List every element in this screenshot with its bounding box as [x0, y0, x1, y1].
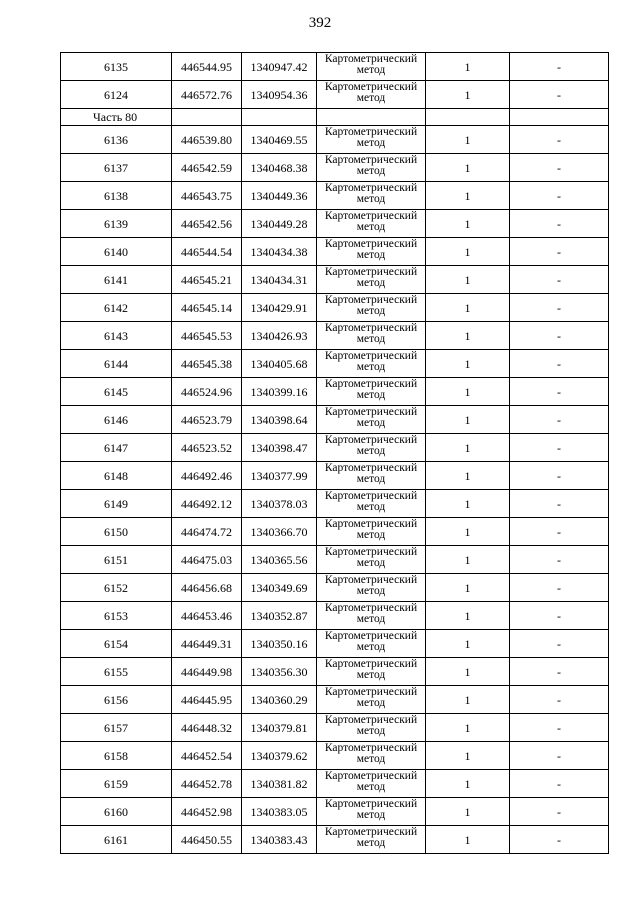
- count-cell: 1: [426, 714, 510, 742]
- x-coordinate-cell: 446523.79: [172, 406, 242, 434]
- point-id-cell: 6135: [61, 53, 172, 81]
- dash-cell: -: [510, 182, 609, 210]
- method-line-1: Картометрический: [324, 518, 418, 530]
- count-cell: 1: [426, 798, 510, 826]
- table-row: [61, 462, 609, 490]
- method-line-1: Картометрический: [324, 53, 418, 65]
- x-coordinate-cell: 446539.80: [172, 126, 242, 154]
- dash-cell: -: [510, 210, 609, 238]
- y-coordinate-cell: 1340366.70: [242, 518, 317, 546]
- dash-cell: -: [510, 434, 609, 462]
- method-cell: [317, 238, 426, 266]
- y-coordinate-cell: 1340365.56: [242, 546, 317, 574]
- method-line-2: метод: [356, 249, 386, 261]
- point-id-cell: 6150: [61, 518, 172, 546]
- y-coordinate-cell: 1340947.42: [242, 53, 317, 81]
- page-number: 392: [308, 15, 332, 31]
- method-line-1: Картометрический: [324, 434, 418, 446]
- x-coordinate-cell: 446452.98: [172, 798, 242, 826]
- dash-cell: -: [510, 686, 609, 714]
- y-coordinate-cell: 1340398.64: [242, 406, 317, 434]
- x-coordinate-cell: 446492.12: [172, 490, 242, 518]
- method-line-2: метод: [356, 697, 386, 709]
- point-id-cell: 6151: [61, 546, 172, 574]
- count-cell: 1: [426, 81, 510, 109]
- method-line-2: метод: [356, 669, 386, 681]
- count-cell: 1: [426, 210, 510, 238]
- count-cell: 1: [426, 182, 510, 210]
- y-coordinate-cell: 1340379.81: [242, 714, 317, 742]
- point-id-cell: 6148: [61, 462, 172, 490]
- dash-cell: -: [510, 826, 609, 854]
- count-cell: 1: [426, 518, 510, 546]
- method-cell: [317, 546, 426, 574]
- method-cell: [317, 126, 426, 154]
- y-coordinate-cell: 1340350.16: [242, 630, 317, 658]
- x-coordinate-cell: 446452.78: [172, 770, 242, 798]
- method-cell: [317, 406, 426, 434]
- method-line-1: Картометрический: [324, 182, 418, 194]
- y-coordinate-cell: 1340378.03: [242, 490, 317, 518]
- dash-cell: -: [510, 770, 609, 798]
- count-cell: 1: [426, 742, 510, 770]
- point-id-cell: 6143: [61, 322, 172, 350]
- count-cell: 1: [426, 378, 510, 406]
- x-coordinate-cell: 446456.68: [172, 574, 242, 602]
- method-line-1: Картометрический: [324, 490, 418, 502]
- y-coordinate-cell: 1340468.38: [242, 154, 317, 182]
- method-line-1: Картометрический: [324, 574, 418, 586]
- method-cell: [317, 518, 426, 546]
- dash-cell: -: [510, 350, 609, 378]
- method-cell: [317, 658, 426, 686]
- method-line-1: Картометрический: [324, 546, 418, 558]
- y-coordinate-cell: 1340383.05: [242, 798, 317, 826]
- coordinates-table: [60, 52, 609, 854]
- x-coordinate-cell: 446572.76: [172, 81, 242, 109]
- method-line-1: Картометрический: [324, 630, 418, 642]
- method-line-2: метод: [356, 725, 386, 737]
- x-coordinate-cell: 446452.54: [172, 742, 242, 770]
- point-id-cell: 6145: [61, 378, 172, 406]
- method-cell: [317, 266, 426, 294]
- count-cell: 1: [426, 574, 510, 602]
- table-row: [61, 714, 609, 742]
- table-row: [61, 490, 609, 518]
- count-cell: 1: [426, 294, 510, 322]
- count-cell: 1: [426, 322, 510, 350]
- count-cell: 1: [426, 238, 510, 266]
- x-coordinate-cell: 446449.98: [172, 658, 242, 686]
- method-line-2: метод: [356, 473, 386, 485]
- y-coordinate-cell: 1340377.99: [242, 462, 317, 490]
- point-id-cell: 6140: [61, 238, 172, 266]
- method-cell: [317, 294, 426, 322]
- point-id-cell: 6160: [61, 798, 172, 826]
- y-coordinate-cell: 1340399.16: [242, 378, 317, 406]
- y-coordinate-cell: 1340381.82: [242, 770, 317, 798]
- x-coordinate-cell: 446445.95: [172, 686, 242, 714]
- dash-cell: -: [510, 81, 609, 109]
- table-row: [61, 266, 609, 294]
- method-line-2: метод: [356, 613, 386, 625]
- point-id-cell: 6144: [61, 350, 172, 378]
- point-id-cell: 6146: [61, 406, 172, 434]
- method-cell: [317, 574, 426, 602]
- count-cell: 1: [426, 350, 510, 378]
- section-empty-cell: [426, 109, 510, 126]
- section-empty-cell: [172, 109, 242, 126]
- point-id-cell: 6137: [61, 154, 172, 182]
- method-cell: [317, 322, 426, 350]
- method-line-2: метод: [356, 445, 386, 457]
- dash-cell: -: [510, 546, 609, 574]
- y-coordinate-cell: 1340434.38: [242, 238, 317, 266]
- point-id-cell: 6154: [61, 630, 172, 658]
- count-cell: 1: [426, 434, 510, 462]
- method-cell: [317, 154, 426, 182]
- dash-cell: -: [510, 378, 609, 406]
- method-line-2: метод: [356, 221, 386, 233]
- point-id-cell: 6157: [61, 714, 172, 742]
- method-line-2: метод: [356, 641, 386, 653]
- section-empty-cell: [242, 109, 317, 126]
- dash-cell: -: [510, 798, 609, 826]
- method-line-1: Картометрический: [324, 266, 418, 278]
- method-line-2: метод: [356, 277, 386, 289]
- count-cell: 1: [426, 154, 510, 182]
- point-id-cell: 6139: [61, 210, 172, 238]
- count-cell: 1: [426, 686, 510, 714]
- method-line-1: Картометрический: [324, 742, 418, 754]
- method-line-2: метод: [356, 389, 386, 401]
- dash-cell: -: [510, 518, 609, 546]
- x-coordinate-cell: 446449.31: [172, 630, 242, 658]
- method-line-2: метод: [356, 165, 386, 177]
- method-line-2: метод: [356, 64, 386, 76]
- count-cell: 1: [426, 266, 510, 294]
- point-id-cell: 6141: [61, 266, 172, 294]
- count-cell: 1: [426, 826, 510, 854]
- x-coordinate-cell: 446545.14: [172, 294, 242, 322]
- table-row: [61, 686, 609, 714]
- dash-cell: -: [510, 658, 609, 686]
- x-coordinate-cell: 446474.72: [172, 518, 242, 546]
- method-line-2: метод: [356, 92, 386, 104]
- point-id-cell: 6136: [61, 126, 172, 154]
- dash-cell: -: [510, 714, 609, 742]
- method-line-2: метод: [356, 781, 386, 793]
- method-cell: [317, 490, 426, 518]
- method-cell: [317, 826, 426, 854]
- point-id-cell: 6158: [61, 742, 172, 770]
- table-body-before: [61, 53, 609, 109]
- table-row: [61, 602, 609, 630]
- dash-cell: -: [510, 266, 609, 294]
- dash-cell: -: [510, 154, 609, 182]
- table-row: [61, 322, 609, 350]
- x-coordinate-cell: 446453.46: [172, 602, 242, 630]
- table-row: [61, 154, 609, 182]
- method-line-2: метод: [356, 305, 386, 317]
- section-label: Часть 80: [61, 109, 172, 126]
- method-line-1: Картометрический: [324, 210, 418, 222]
- dash-cell: -: [510, 53, 609, 81]
- x-coordinate-cell: 446545.21: [172, 266, 242, 294]
- table-row: [61, 798, 609, 826]
- method-line-1: Картометрический: [324, 658, 418, 670]
- x-coordinate-cell: 446524.96: [172, 378, 242, 406]
- table-row: [61, 350, 609, 378]
- method-line-1: Картометрический: [324, 294, 418, 306]
- count-cell: 1: [426, 770, 510, 798]
- dash-cell: -: [510, 406, 609, 434]
- method-line-1: Картометрический: [324, 686, 418, 698]
- x-coordinate-cell: 446544.95: [172, 53, 242, 81]
- point-id-cell: 6155: [61, 658, 172, 686]
- table-row: [61, 658, 609, 686]
- table-row: [61, 210, 609, 238]
- table-row: [61, 742, 609, 770]
- y-coordinate-cell: 1340429.91: [242, 294, 317, 322]
- point-id-cell: 6142: [61, 294, 172, 322]
- count-cell: 1: [426, 462, 510, 490]
- y-coordinate-cell: 1340434.31: [242, 266, 317, 294]
- method-cell: [317, 378, 426, 406]
- method-line-1: Картометрический: [324, 826, 418, 838]
- table-body-after: [61, 126, 609, 854]
- method-line-2: метод: [356, 837, 386, 849]
- y-coordinate-cell: 1340449.36: [242, 182, 317, 210]
- method-line-2: метод: [356, 193, 386, 205]
- table-row: [61, 826, 609, 854]
- dash-cell: -: [510, 602, 609, 630]
- section-empty-cell: [317, 109, 426, 126]
- method-line-1: Картометрический: [324, 462, 418, 474]
- method-line-1: Картометрический: [324, 81, 418, 93]
- table-row: [61, 770, 609, 798]
- y-coordinate-cell: 1340405.68: [242, 350, 317, 378]
- x-coordinate-cell: 446450.55: [172, 826, 242, 854]
- method-line-1: Картометрический: [324, 350, 418, 362]
- method-line-1: Картометрический: [324, 798, 418, 810]
- table-row: [61, 406, 609, 434]
- point-id-cell: 6156: [61, 686, 172, 714]
- method-line-2: метод: [356, 333, 386, 345]
- method-cell: [317, 53, 426, 81]
- x-coordinate-cell: 446523.52: [172, 434, 242, 462]
- method-cell: [317, 350, 426, 378]
- method-cell: [317, 630, 426, 658]
- method-cell: [317, 798, 426, 826]
- method-line-2: метод: [356, 501, 386, 513]
- method-cell: [317, 602, 426, 630]
- count-cell: 1: [426, 658, 510, 686]
- count-cell: 1: [426, 490, 510, 518]
- table-row: [61, 238, 609, 266]
- method-line-1: Картометрический: [324, 714, 418, 726]
- method-line-2: метод: [356, 557, 386, 569]
- y-coordinate-cell: 1340449.28: [242, 210, 317, 238]
- y-coordinate-cell: 1340352.87: [242, 602, 317, 630]
- point-id-cell: 6152: [61, 574, 172, 602]
- method-cell: [317, 714, 426, 742]
- y-coordinate-cell: 1340379.62: [242, 742, 317, 770]
- y-coordinate-cell: 1340469.55: [242, 126, 317, 154]
- method-line-1: Картометрический: [324, 770, 418, 782]
- y-coordinate-cell: 1340398.47: [242, 434, 317, 462]
- method-line-1: Картометрический: [324, 126, 418, 138]
- dash-cell: -: [510, 322, 609, 350]
- table-row: [61, 434, 609, 462]
- method-cell: [317, 770, 426, 798]
- method-line-1: Картометрический: [324, 378, 418, 390]
- method-line-1: Картометрический: [324, 238, 418, 250]
- table-row: [61, 574, 609, 602]
- method-line-2: метод: [356, 417, 386, 429]
- method-line-2: метод: [356, 809, 386, 821]
- method-cell: [317, 434, 426, 462]
- dash-cell: -: [510, 238, 609, 266]
- y-coordinate-cell: 1340360.29: [242, 686, 317, 714]
- count-cell: 1: [426, 406, 510, 434]
- table-row: [61, 126, 609, 154]
- dash-cell: -: [510, 630, 609, 658]
- count-cell: 1: [426, 630, 510, 658]
- dash-cell: -: [510, 742, 609, 770]
- method-line-1: Картометрический: [324, 322, 418, 334]
- x-coordinate-cell: 446492.46: [172, 462, 242, 490]
- section-row: [61, 109, 609, 126]
- y-coordinate-cell: 1340954.36: [242, 81, 317, 109]
- y-coordinate-cell: 1340356.30: [242, 658, 317, 686]
- point-id-cell: 6159: [61, 770, 172, 798]
- section-empty-cell: [510, 109, 609, 126]
- method-line-2: метод: [356, 753, 386, 765]
- dash-cell: -: [510, 462, 609, 490]
- method-cell: [317, 742, 426, 770]
- x-coordinate-cell: 446545.53: [172, 322, 242, 350]
- x-coordinate-cell: 446542.59: [172, 154, 242, 182]
- point-id-cell: 6124: [61, 81, 172, 109]
- table-row: [61, 378, 609, 406]
- table-row: [61, 518, 609, 546]
- table-row: [61, 630, 609, 658]
- count-cell: 1: [426, 546, 510, 574]
- method-line-1: Картометрический: [324, 406, 418, 418]
- x-coordinate-cell: 446542.56: [172, 210, 242, 238]
- y-coordinate-cell: 1340383.43: [242, 826, 317, 854]
- method-line-2: метод: [356, 137, 386, 149]
- x-coordinate-cell: 446448.32: [172, 714, 242, 742]
- method-line-2: метод: [356, 585, 386, 597]
- y-coordinate-cell: 1340349.69: [242, 574, 317, 602]
- point-id-cell: 6138: [61, 182, 172, 210]
- table-row: [61, 53, 609, 81]
- dash-cell: -: [510, 126, 609, 154]
- count-cell: 1: [426, 602, 510, 630]
- count-cell: 1: [426, 53, 510, 81]
- table-row: [61, 294, 609, 322]
- x-coordinate-cell: 446544.54: [172, 238, 242, 266]
- dash-cell: -: [510, 574, 609, 602]
- section-header-group: [61, 109, 609, 126]
- point-id-cell: 6161: [61, 826, 172, 854]
- table-row: [61, 546, 609, 574]
- dash-cell: -: [510, 294, 609, 322]
- y-coordinate-cell: 1340426.93: [242, 322, 317, 350]
- x-coordinate-cell: 446475.03: [172, 546, 242, 574]
- x-coordinate-cell: 446545.38: [172, 350, 242, 378]
- method-line-1: Картометрический: [324, 154, 418, 166]
- method-line-2: метод: [356, 361, 386, 373]
- point-id-cell: 6149: [61, 490, 172, 518]
- dash-cell: -: [510, 490, 609, 518]
- method-cell: [317, 210, 426, 238]
- table-row: [61, 182, 609, 210]
- count-cell: 1: [426, 126, 510, 154]
- method-cell: [317, 462, 426, 490]
- method-cell: [317, 182, 426, 210]
- method-line-1: Картометрический: [324, 602, 418, 614]
- method-cell: [317, 81, 426, 109]
- point-id-cell: 6153: [61, 602, 172, 630]
- x-coordinate-cell: 446543.75: [172, 182, 242, 210]
- table-row: [61, 81, 609, 109]
- method-line-2: метод: [356, 529, 386, 541]
- method-cell: [317, 686, 426, 714]
- point-id-cell: 6147: [61, 434, 172, 462]
